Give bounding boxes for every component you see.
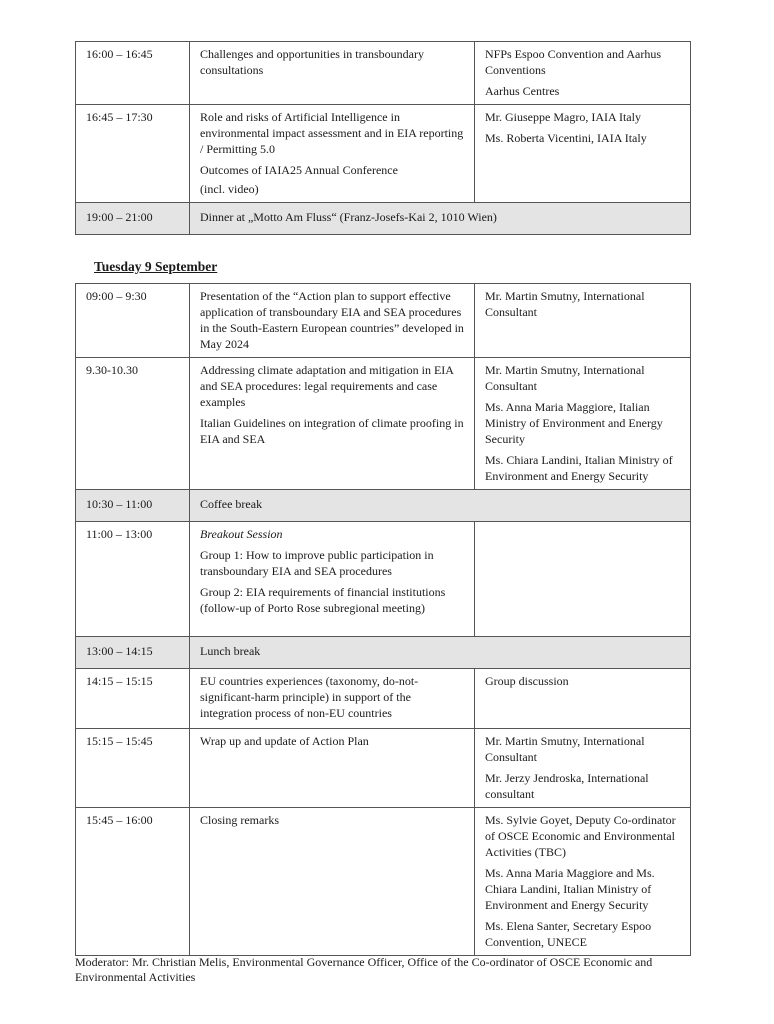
speaker-text: Ms. Anna Maria Maggiore, Italian Ministry of Environment and Energy Security [485,400,663,446]
speakers-cell [475,808,691,956]
activity-cell [190,42,475,105]
speakers-cell [475,358,691,490]
agenda-row-break [76,637,691,669]
speakers-cell [475,729,691,808]
agenda-row [76,669,691,729]
agenda-row [76,808,691,956]
speaker-text: Ms. Chiara Landini, Italian Ministry of Environment and Energy Security [485,453,673,483]
activity-text: Group 1: How to improve public participation in transboundary EIA and SEA procedures [200,548,434,578]
activity-text: (incl. video) [200,182,259,196]
speaker-text: Ms. Anna Maria Maggiore and Ms. Chiara Landini, Italian Ministry of Environment and Energy Security [485,866,655,912]
speaker-text: Group discussion [485,674,569,688]
time-cell: 09:00 – 9:30 [76,284,190,358]
activity-cell [190,490,691,522]
activity-cell [190,637,691,669]
activity-text: Group 2: EIA requirements of financial institutions (follow-up of Porto Rose subregional meeting) [200,585,446,615]
activity-text: Role and risks of Artificial Intelligence in environmental impact assessment and in EIA reporting / Permitting 5.0 [200,110,464,156]
activity-cell [190,358,475,490]
time-cell: 10:30 – 11:00 [76,490,190,522]
speaker-text: Mr. Martin Smutny, International Consultant [485,289,645,319]
activity-text: Challenges and opportunities in transboundary consultations [200,47,424,77]
speaker-text: Ms. Roberta Vicentini, IAIA Italy [485,131,647,145]
time-cell: 9.30-10.30 [76,358,190,490]
agenda-row [76,105,691,203]
activity-text: Italian Guidelines on integration of climate proofing in EIA and SEA [200,416,464,446]
activity-cell [190,669,475,729]
time-cell: 11:00 – 13:00 [76,522,190,637]
moderator-note: Moderator: Mr. Christian Melis, Environmental Governance Officer, Office of the Co-ordinator of OSCE Economic and Environmental Activities [75,955,653,984]
activity-cell [190,105,475,203]
activity-text: Closing remarks [200,813,279,827]
speaker-text: Ms. Sylvie Goyet, Deputy Co-ordinator of OSCE Economic and Environmental Activities (TBC) [485,813,676,859]
day-heading: Tuesday 9 September [94,259,218,274]
activity-text: Coffee break [200,497,263,511]
agenda-row [76,358,691,490]
agenda-row [76,284,691,358]
agenda-row [76,42,691,105]
speaker-text: Mr. Giuseppe Magro, IAIA Italy [485,110,641,124]
speakers-cell [475,105,691,203]
agenda-row-dinner [76,203,691,235]
speakers-cell [475,522,691,637]
speaker-text: Aarhus Centres [485,84,560,98]
agenda-table-monday [75,41,691,235]
speakers-cell [475,284,691,358]
time-cell: 19:00 – 21:00 [76,203,190,235]
speaker-text: Ms. Elena Santer, Secretary Espoo Convention, UNECE [485,919,652,949]
activity-text: Presentation of the “Action plan to support effective application of transboundary EIA and SEA procedures in the South-Eastern European countries” developed in May 2024 [200,289,464,351]
activity-cell [190,729,475,808]
time-cell: 14:15 – 15:15 [76,669,190,729]
speaker-text: Mr. Martin Smutny, International Consultant [485,734,645,764]
speaker-text: NFPs Espoo Convention and Aarhus Conventions [485,47,662,77]
speaker-text: Mr. Jerzy Jendroska, International consultant [485,771,649,801]
agenda-row [76,729,691,808]
time-cell: 16:00 – 16:45 [76,42,190,105]
time-cell: 13:00 – 14:15 [76,637,190,669]
activity-subheading: Breakout Session [200,527,283,541]
activity-cell [190,522,475,637]
activity-text: Dinner at „Motto Am Fluss“ (Franz-Josefs-Kai 2, 1010 Wien) [200,210,497,224]
activity-cell [190,284,475,358]
time-cell: 16:45 – 17:30 [76,105,190,203]
activity-text: EU countries experiences (taxonomy, do-not-significant-harm principle) in support of the integration process of non-EU countries [200,674,419,720]
activity-cell [190,203,691,235]
speaker-text: Mr. Martin Smutny, International Consultant [485,363,645,393]
time-cell: 15:45 – 16:00 [76,808,190,956]
activity-cell [190,808,475,956]
agenda-row [76,522,691,637]
agenda-table-tuesday [75,283,691,956]
speakers-cell [475,42,691,105]
activity-text: Lunch break [200,644,261,658]
activity-text: Addressing climate adaptation and mitigation in EIA and SEA procedures: legal requirements and case examples [200,363,454,409]
activity-text: Outcomes of IAIA25 Annual Conference [200,163,398,177]
activity-text: Wrap up and update of Action Plan [200,734,369,748]
speakers-cell [475,669,691,729]
time-cell: 15:15 – 15:45 [76,729,190,808]
agenda-row-break [76,490,691,522]
